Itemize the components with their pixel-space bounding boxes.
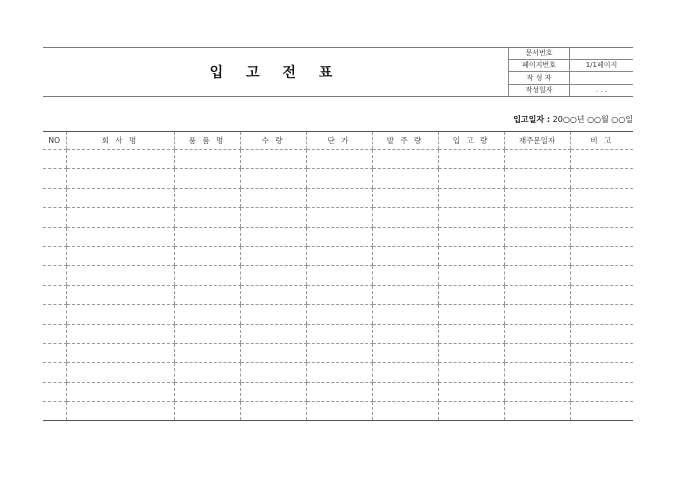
table-row: [43, 227, 633, 246]
table-cell[interactable]: [306, 285, 372, 304]
table-cell[interactable]: [240, 363, 306, 382]
table-cell[interactable]: [570, 324, 633, 343]
table-cell[interactable]: [174, 305, 240, 324]
column-header-no: NO: [43, 132, 66, 150]
meta-row-author: [509, 72, 634, 84]
table-cell[interactable]: [43, 363, 66, 382]
table-cell[interactable]: [66, 402, 174, 421]
table-cell[interactable]: [438, 208, 504, 227]
table-cell[interactable]: [570, 382, 633, 401]
table-cell[interactable]: [570, 246, 633, 265]
table-cell[interactable]: [438, 169, 504, 188]
meta-row-created-date: [509, 84, 634, 96]
table-cell[interactable]: [240, 227, 306, 246]
table-cell[interactable]: [504, 285, 570, 304]
table-cell[interactable]: [66, 324, 174, 343]
table-cell[interactable]: [240, 266, 306, 285]
meta-value: [570, 48, 634, 60]
meta-value: 1/1페이지: [570, 60, 634, 72]
table-cell[interactable]: [372, 188, 438, 207]
table-cell[interactable]: [570, 169, 633, 188]
table-body: [43, 150, 633, 421]
table-cell[interactable]: [504, 343, 570, 362]
table-cell[interactable]: [43, 285, 66, 304]
table-cell[interactable]: [570, 363, 633, 382]
table-cell[interactable]: [43, 246, 66, 265]
table-cell[interactable]: [174, 169, 240, 188]
table-cell[interactable]: [372, 402, 438, 421]
table-cell[interactable]: [306, 382, 372, 401]
table-cell[interactable]: [372, 227, 438, 246]
table-cell[interactable]: [372, 285, 438, 304]
table-cell[interactable]: [174, 246, 240, 265]
table-cell[interactable]: [504, 208, 570, 227]
table-cell[interactable]: [504, 382, 570, 401]
table-cell[interactable]: [240, 246, 306, 265]
table-cell[interactable]: [504, 402, 570, 421]
table-cell[interactable]: [66, 246, 174, 265]
column-header-received-qty: 입 고 량: [438, 132, 504, 150]
table-cell[interactable]: [240, 285, 306, 304]
table-cell[interactable]: [240, 150, 306, 169]
table-cell[interactable]: [66, 266, 174, 285]
table-cell[interactable]: [174, 208, 240, 227]
table-cell[interactable]: [240, 188, 306, 207]
table-cell[interactable]: [372, 343, 438, 362]
table-cell[interactable]: [174, 343, 240, 362]
table-cell[interactable]: [43, 169, 66, 188]
table-cell[interactable]: [66, 208, 174, 227]
table-cell[interactable]: [66, 305, 174, 324]
table-cell[interactable]: [306, 208, 372, 227]
table-cell[interactable]: [306, 305, 372, 324]
table-cell[interactable]: [66, 227, 174, 246]
table-cell[interactable]: [43, 324, 66, 343]
table-cell[interactable]: [66, 343, 174, 362]
table-cell[interactable]: [504, 150, 570, 169]
table-cell[interactable]: [306, 402, 372, 421]
table-cell[interactable]: [438, 227, 504, 246]
table-row: [43, 208, 633, 227]
table-cell[interactable]: [66, 363, 174, 382]
table-cell[interactable]: [174, 227, 240, 246]
table-cell[interactable]: [43, 305, 66, 324]
table-cell[interactable]: [504, 324, 570, 343]
table-row: [43, 246, 633, 265]
table-cell[interactable]: [306, 150, 372, 169]
table-cell[interactable]: [570, 227, 633, 246]
column-header-item: 품 품 명: [174, 132, 240, 150]
table-cell[interactable]: [240, 169, 306, 188]
table-cell[interactable]: [306, 246, 372, 265]
table-cell[interactable]: [66, 382, 174, 401]
table-cell[interactable]: [372, 382, 438, 401]
table-cell[interactable]: [174, 382, 240, 401]
table-cell[interactable]: [504, 169, 570, 188]
table-row: [43, 305, 633, 324]
table-cell[interactable]: [570, 305, 633, 324]
column-header-quantity: 수 량: [240, 132, 306, 150]
table-cell[interactable]: [66, 150, 174, 169]
column-header-company: 회 사 명: [66, 132, 174, 150]
table-cell[interactable]: [306, 227, 372, 246]
table-cell[interactable]: [43, 266, 66, 285]
table-cell[interactable]: [174, 402, 240, 421]
document-title: 입 고 전 표: [209, 65, 342, 81]
table-row: [43, 343, 633, 362]
table-cell[interactable]: [504, 305, 570, 324]
table-cell[interactable]: [372, 266, 438, 285]
column-header-order-qty: 발 주 량: [372, 132, 438, 150]
table-cell[interactable]: [306, 169, 372, 188]
table-cell[interactable]: [43, 150, 66, 169]
meta-row-doc-number: [509, 48, 634, 60]
table-cell[interactable]: [438, 402, 504, 421]
receipt-date-value: 20○○년 ○○월 ○○일: [552, 115, 633, 124]
meta-label: 작 성 자: [509, 72, 570, 84]
table-cell[interactable]: [372, 363, 438, 382]
table-cell[interactable]: [438, 150, 504, 169]
table-cell[interactable]: [174, 188, 240, 207]
table-cell[interactable]: [66, 285, 174, 304]
meta-label: 페이지번호: [509, 60, 570, 72]
table-cell[interactable]: [438, 382, 504, 401]
meta-label: 작성일자: [509, 84, 570, 96]
table-cell[interactable]: [438, 343, 504, 362]
meta-value: . . .: [570, 84, 634, 96]
table-cell[interactable]: [43, 208, 66, 227]
table-cell[interactable]: [372, 305, 438, 324]
table-cell[interactable]: [372, 324, 438, 343]
table-cell[interactable]: [306, 363, 372, 382]
meta-label: 문서번호: [509, 48, 570, 60]
table-cell[interactable]: [43, 343, 66, 362]
table-cell[interactable]: [174, 324, 240, 343]
table-cell[interactable]: [438, 324, 504, 343]
table-row: [43, 169, 633, 188]
document-meta-table: [508, 48, 633, 96]
table-cell[interactable]: [66, 188, 174, 207]
table-cell[interactable]: [372, 150, 438, 169]
table-cell[interactable]: [570, 285, 633, 304]
table-cell[interactable]: [372, 246, 438, 265]
table-row: [43, 324, 633, 343]
table-row: [43, 402, 633, 421]
table-row: [43, 285, 633, 304]
table-cell[interactable]: [306, 343, 372, 362]
table-row: [43, 188, 633, 207]
table-cell[interactable]: [43, 188, 66, 207]
table-cell[interactable]: [570, 208, 633, 227]
table-cell[interactable]: [570, 266, 633, 285]
table-cell[interactable]: [240, 305, 306, 324]
table-header-row: [43, 132, 633, 150]
column-header-reorder-date: 재주문일자: [504, 132, 570, 150]
meta-row-page-number: [509, 60, 634, 72]
table-cell[interactable]: [306, 188, 372, 207]
table-cell[interactable]: [570, 188, 633, 207]
table-cell[interactable]: [504, 363, 570, 382]
receipt-date-label: 입고일자 :: [513, 115, 551, 124]
table-cell[interactable]: [240, 208, 306, 227]
table-cell[interactable]: [504, 246, 570, 265]
table-cell[interactable]: [43, 382, 66, 401]
table-cell[interactable]: [372, 208, 438, 227]
table-cell[interactable]: [438, 285, 504, 304]
column-header-remarks: 비 고: [570, 132, 633, 150]
table-cell[interactable]: [504, 188, 570, 207]
table-cell[interactable]: [174, 363, 240, 382]
table-cell[interactable]: [438, 246, 504, 265]
meta-value: [570, 72, 634, 84]
table-cell[interactable]: [570, 402, 633, 421]
table-cell[interactable]: [66, 169, 174, 188]
table-cell[interactable]: [372, 169, 438, 188]
table-cell[interactable]: [306, 324, 372, 343]
table-cell[interactable]: [438, 363, 504, 382]
table-cell[interactable]: [240, 343, 306, 362]
table-cell[interactable]: [240, 324, 306, 343]
table-cell[interactable]: [438, 188, 504, 207]
table-cell[interactable]: [504, 227, 570, 246]
table-cell[interactable]: [438, 305, 504, 324]
table-cell[interactable]: [43, 227, 66, 246]
table-row: [43, 363, 633, 382]
table-cell[interactable]: [174, 285, 240, 304]
table-cell[interactable]: [174, 150, 240, 169]
table-row: [43, 150, 633, 169]
table-cell[interactable]: [240, 402, 306, 421]
table-cell[interactable]: [504, 266, 570, 285]
receipt-items-table: [43, 131, 633, 421]
receipt-date-line: [43, 114, 633, 125]
table-cell[interactable]: [438, 266, 504, 285]
table-cell[interactable]: [570, 343, 633, 362]
table-row: [43, 266, 633, 285]
column-header-unit-price: 단 가: [306, 132, 372, 150]
document-header: [43, 47, 633, 97]
table-row: [43, 382, 633, 401]
table-cell[interactable]: [306, 266, 372, 285]
table-cell[interactable]: [174, 266, 240, 285]
table-cell[interactable]: [570, 150, 633, 169]
table-cell[interactable]: [240, 382, 306, 401]
table-cell[interactable]: [43, 402, 66, 421]
